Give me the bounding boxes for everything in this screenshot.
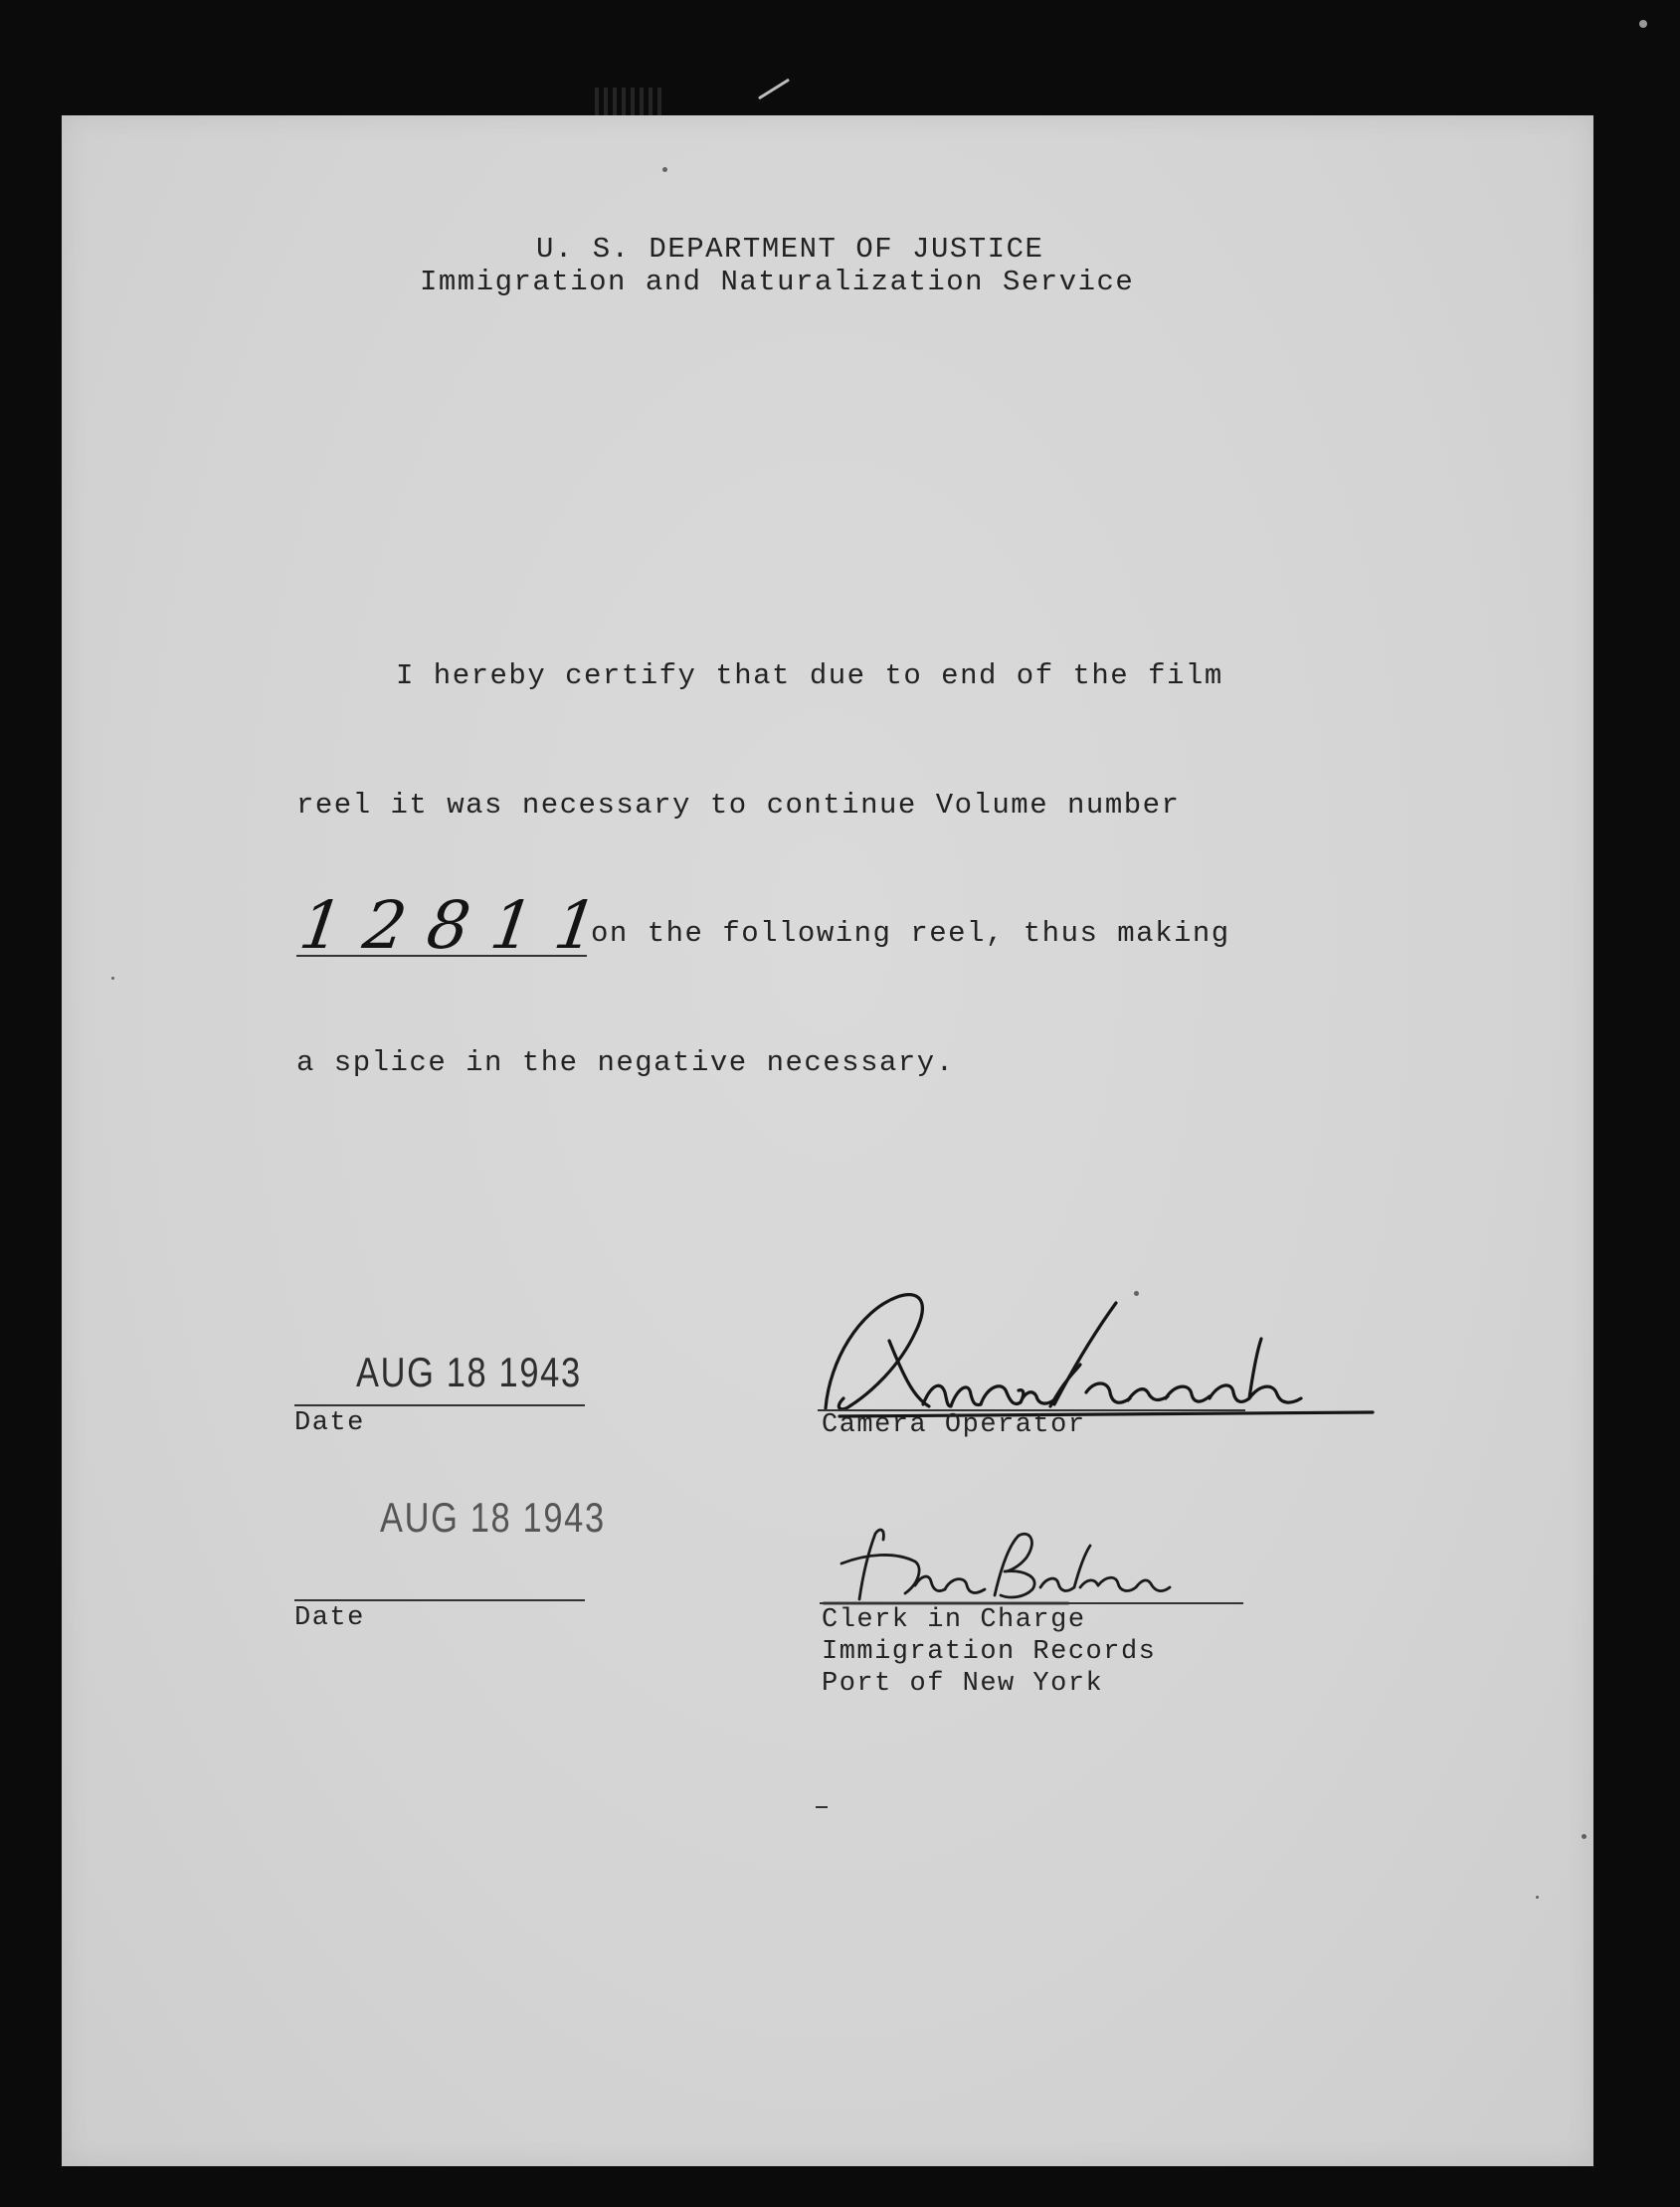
date-stamp-1: AUG 18 1943 bbox=[356, 1349, 582, 1395]
clerk-signature-rule bbox=[820, 1602, 1243, 1604]
speck bbox=[662, 167, 667, 172]
film-corner-mark bbox=[1639, 20, 1647, 28]
clerk-signature bbox=[820, 1524, 1198, 1613]
date-label-2: Date bbox=[294, 1603, 365, 1633]
speck bbox=[1536, 1896, 1539, 1899]
bureau-heading: Immigration and Naturalization Service bbox=[420, 266, 1135, 298]
immigration-records-label: Immigration Records bbox=[822, 1637, 1157, 1667]
speck bbox=[1582, 1834, 1587, 1839]
speck bbox=[111, 977, 114, 980]
certificate-text-line-2: reel it was necessary to continue Volume number bbox=[296, 789, 1181, 822]
port-of-new-york-label: Port of New York bbox=[822, 1669, 1104, 1699]
certificate-page bbox=[62, 115, 1593, 2166]
clerk-in-charge-label: Clerk in Charge bbox=[822, 1605, 1086, 1635]
certificate-text-line-4: a splice in the negative necessary. bbox=[296, 1046, 955, 1079]
date-rule-1 bbox=[294, 1404, 585, 1406]
certificate-text-line-1: I hereby certify that due to end of the film bbox=[396, 659, 1223, 692]
certificate-text-line-3: on the following reel, thus making bbox=[591, 917, 1230, 950]
stray-mark bbox=[816, 1806, 828, 1808]
agency-heading: U. S. DEPARTMENT OF JUSTICE bbox=[536, 233, 1044, 266]
operator-signature bbox=[820, 1281, 1377, 1430]
date-label-1: Date bbox=[294, 1408, 365, 1438]
date-rule-2 bbox=[294, 1599, 585, 1601]
volume-number-handwritten: 12811 bbox=[294, 887, 625, 964]
camera-operator-label: Camera Operator bbox=[822, 1410, 1086, 1440]
film-scratch bbox=[758, 79, 790, 100]
date-stamp-2: AUG 18 1943 bbox=[380, 1494, 606, 1541]
